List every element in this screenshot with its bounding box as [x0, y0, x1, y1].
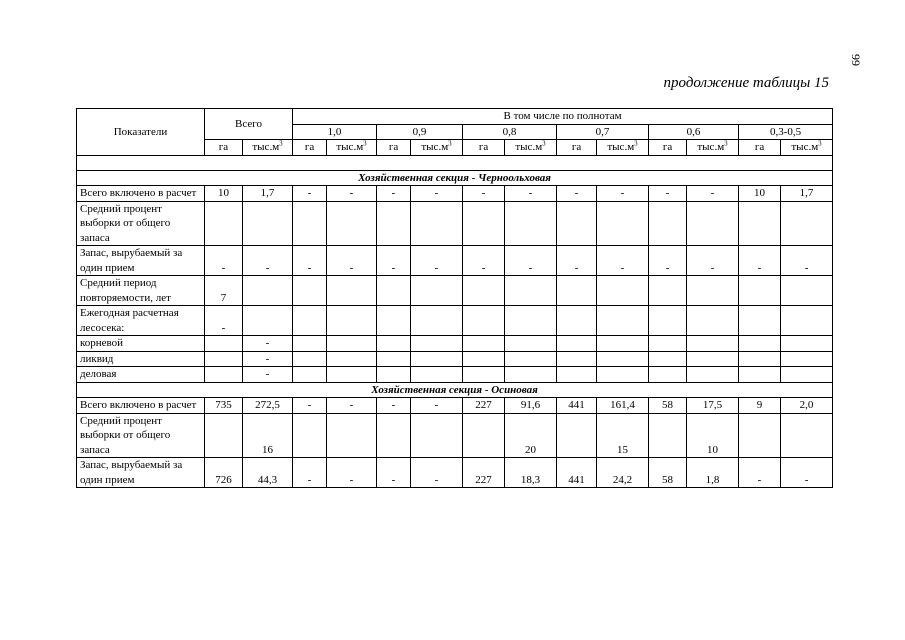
table-cell: - [557, 186, 597, 202]
unit-volume: $тыс.м^3$ [597, 140, 649, 156]
table-cell: - [377, 246, 411, 276]
row-label: Ежегодная расчетная лесосека: [77, 306, 205, 336]
table-cell [327, 351, 377, 367]
table-cell: - [411, 458, 463, 488]
density-header: 0,8 [463, 124, 557, 140]
table-cell [597, 351, 649, 367]
table-cell: - [243, 367, 293, 383]
table-cell: - [687, 186, 739, 202]
table-cell [205, 367, 243, 383]
table-cell [781, 351, 833, 367]
table-cell: 726 [205, 458, 243, 488]
table-cell [463, 351, 505, 367]
table-cell: - [505, 246, 557, 276]
table-cell: 24,2 [597, 458, 649, 488]
table-cell [597, 276, 649, 306]
table-cell [557, 351, 597, 367]
table-cell [377, 276, 411, 306]
table-cell: - [377, 186, 411, 202]
table-cell: 9 [739, 398, 781, 414]
table-cell [505, 276, 557, 306]
table-row [77, 458, 833, 488]
table-cell [597, 201, 649, 246]
table-cell: - [293, 246, 327, 276]
row-label: ликвид [77, 351, 205, 367]
unit-ha: га [739, 140, 781, 156]
table-cell [293, 201, 327, 246]
section-title: Хозяйственная секция - Черноольховая [77, 170, 833, 186]
table-cell: - [293, 398, 327, 414]
table-caption: продолжение таблицы 15 [663, 75, 829, 91]
table-cell [649, 351, 687, 367]
table-cell [557, 201, 597, 246]
table-cell [463, 201, 505, 246]
table-cell [293, 351, 327, 367]
table-cell [205, 336, 243, 352]
table-cell [505, 367, 557, 383]
forest-table [76, 108, 833, 488]
table-cell [327, 367, 377, 383]
unit-ha: га [293, 140, 327, 156]
table-cell [243, 201, 293, 246]
table-cell: 58 [649, 458, 687, 488]
table-cell [243, 306, 293, 336]
table-cell: - [243, 246, 293, 276]
table-cell [327, 276, 377, 306]
table-cell: 91,6 [505, 398, 557, 414]
table-cell [557, 336, 597, 352]
table-cell [687, 336, 739, 352]
table-cell [557, 306, 597, 336]
table-cell [377, 367, 411, 383]
table-cell: - [739, 458, 781, 488]
table-row [77, 398, 833, 414]
table-cell [505, 336, 557, 352]
table-cell [293, 306, 327, 336]
table-cell [377, 351, 411, 367]
table-row [77, 336, 833, 352]
table-row [77, 351, 833, 367]
table-cell: 227 [463, 398, 505, 414]
table-cell [781, 276, 833, 306]
table-cell: - [327, 186, 377, 202]
table-cell: 161,4 [597, 398, 649, 414]
density-header: 0,9 [377, 124, 463, 140]
table-cell: 16 [243, 413, 293, 458]
table-cell [781, 306, 833, 336]
header-indicator: Показатели [77, 109, 205, 156]
table-cell: 10 [687, 413, 739, 458]
table-row [77, 276, 833, 306]
unit-volume: $тыс.м^3$ [687, 140, 739, 156]
table-cell: - [597, 186, 649, 202]
header-total: Всего [205, 109, 293, 140]
row-label: Средний процент выборки от общего запаса [77, 413, 205, 458]
table-cell [505, 351, 557, 367]
table-cell [649, 413, 687, 458]
density-header: 0,3-0,5 [739, 124, 833, 140]
table-cell: 15 [597, 413, 649, 458]
table-cell: - [781, 246, 833, 276]
row-label: Средний процент выборки от общего запаса [77, 201, 205, 246]
table-cell: 441 [557, 458, 597, 488]
table-cell: - [557, 246, 597, 276]
table-cell [463, 413, 505, 458]
row-label: Запас, вырубаемый за один прием [77, 246, 205, 276]
unit-ha: га [463, 140, 505, 156]
blank-row [77, 155, 833, 170]
table-cell [505, 306, 557, 336]
table-cell: - [649, 186, 687, 202]
table-cell [463, 367, 505, 383]
section-title-row [77, 170, 833, 186]
table-cell [327, 306, 377, 336]
table-cell [557, 276, 597, 306]
table-cell [781, 367, 833, 383]
table-cell [411, 351, 463, 367]
table-cell: - [505, 186, 557, 202]
unit-volume: $тыс.м^3$ [243, 140, 293, 156]
table-header [77, 109, 833, 156]
table-cell [327, 413, 377, 458]
table-cell [649, 201, 687, 246]
table-cell [781, 201, 833, 246]
table-cell: - [411, 186, 463, 202]
table-cell [463, 306, 505, 336]
table-cell [649, 276, 687, 306]
table-cell: 441 [557, 398, 597, 414]
page-number: 99 [849, 54, 863, 66]
row-label: Всего включено в расчет [77, 398, 205, 414]
table-cell [377, 201, 411, 246]
table-cell: 10 [205, 186, 243, 202]
row-label: корневой [77, 336, 205, 352]
table-cell [739, 367, 781, 383]
table-cell: 272,5 [243, 398, 293, 414]
section-title-row [77, 382, 833, 398]
table-cell [205, 413, 243, 458]
table-cell: - [327, 398, 377, 414]
table-row [77, 186, 833, 202]
table-cell [597, 367, 649, 383]
section-title: Хозяйственная секция - Осиновая [77, 382, 833, 398]
table-cell: 1,8 [687, 458, 739, 488]
table-row [77, 413, 833, 458]
table-row [77, 201, 833, 246]
table-cell: - [411, 398, 463, 414]
table-cell: - [377, 398, 411, 414]
table-cell: - [377, 458, 411, 488]
table-cell: 44,3 [243, 458, 293, 488]
density-header: 0,6 [649, 124, 739, 140]
table-cell [411, 413, 463, 458]
unit-ha: га [205, 140, 243, 156]
unit-volume: $тыс.м^3$ [411, 140, 463, 156]
table-cell [205, 351, 243, 367]
table-cell [557, 367, 597, 383]
table-cell: - [327, 458, 377, 488]
table-cell: - [781, 458, 833, 488]
table-cell [243, 276, 293, 306]
table-cell [327, 336, 377, 352]
unit-volume: $тыс.м^3$ [505, 140, 557, 156]
table-cell: 1,7 [781, 186, 833, 202]
table-cell [293, 413, 327, 458]
table-cell [739, 351, 781, 367]
table-cell: - [205, 306, 243, 336]
table-cell: - [739, 246, 781, 276]
unit-ha: га [649, 140, 687, 156]
table-cell: - [463, 246, 505, 276]
table-cell: - [205, 246, 243, 276]
unit-volume: $тыс.м^3$ [327, 140, 377, 156]
table-cell: - [411, 246, 463, 276]
table-cell [205, 201, 243, 246]
table-cell: 17,5 [687, 398, 739, 414]
table-cell [687, 306, 739, 336]
row-label: Всего включено в расчет [77, 186, 205, 202]
density-header: 0,7 [557, 124, 649, 140]
table-cell [597, 336, 649, 352]
table-cell [739, 201, 781, 246]
table-cell: - [293, 458, 327, 488]
table-cell: 735 [205, 398, 243, 414]
table-cell [411, 367, 463, 383]
header-by-density: В том числе по полнотам [293, 109, 833, 125]
table-cell [377, 413, 411, 458]
table-cell [687, 351, 739, 367]
table-row [77, 306, 833, 336]
density-header: 1,0 [293, 124, 377, 140]
table-cell: 2,0 [781, 398, 833, 414]
table-cell: 18,3 [505, 458, 557, 488]
table-cell: 1,7 [243, 186, 293, 202]
table-cell: - [463, 186, 505, 202]
table-cell: 20 [505, 413, 557, 458]
unit-ha: га [377, 140, 411, 156]
table-cell [377, 336, 411, 352]
table-cell [687, 367, 739, 383]
table-cell [781, 413, 833, 458]
table-cell [377, 306, 411, 336]
table-cell [739, 276, 781, 306]
table-cell [411, 306, 463, 336]
table-cell: - [243, 336, 293, 352]
row-label: Запас, вырубаемый за один прием [77, 458, 205, 488]
table-cell: 7 [205, 276, 243, 306]
table-cell [649, 336, 687, 352]
table-cell [463, 276, 505, 306]
table-cell: - [293, 186, 327, 202]
table-cell: - [687, 246, 739, 276]
table-body [77, 155, 833, 488]
table-cell [505, 201, 557, 246]
table-cell [687, 201, 739, 246]
table-cell: 227 [463, 458, 505, 488]
table-cell [411, 276, 463, 306]
table-cell [687, 276, 739, 306]
table-cell [411, 336, 463, 352]
table-cell: - [649, 246, 687, 276]
table-cell [327, 201, 377, 246]
table-cell [411, 201, 463, 246]
table-cell [649, 367, 687, 383]
table-row [77, 367, 833, 383]
row-label: Средний период повторяемости, лет [77, 276, 205, 306]
table-cell [739, 306, 781, 336]
table-cell [557, 413, 597, 458]
table-row [77, 246, 833, 276]
row-label: деловая [77, 367, 205, 383]
table-cell: 10 [739, 186, 781, 202]
table-cell: 58 [649, 398, 687, 414]
table-cell [739, 413, 781, 458]
table-cell [649, 306, 687, 336]
table-cell [739, 336, 781, 352]
table-cell: - [597, 246, 649, 276]
table-cell [781, 336, 833, 352]
unit-volume: $тыс.м^3$ [781, 140, 833, 156]
table-cell [293, 367, 327, 383]
table-cell [293, 336, 327, 352]
table-cell: - [327, 246, 377, 276]
table-cell [293, 276, 327, 306]
table-cell [463, 336, 505, 352]
table-cell [597, 306, 649, 336]
unit-ha: га [557, 140, 597, 156]
table-cell: - [243, 351, 293, 367]
